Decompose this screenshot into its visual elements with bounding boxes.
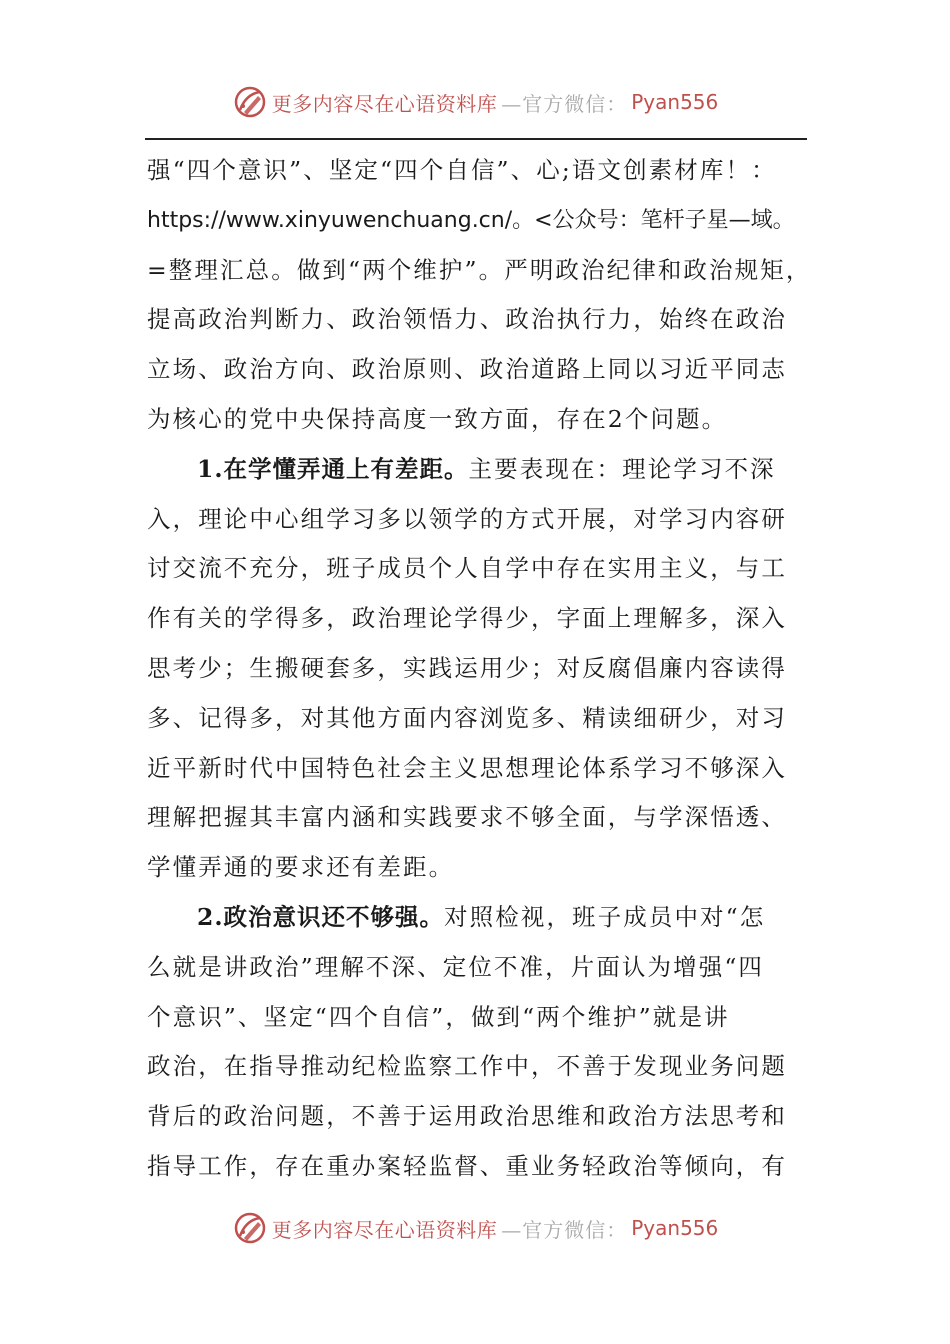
intro-line: 强“四个意识”、坚定“四个自信”、心;语文创素材库！： (147, 156, 777, 184)
point1-line: 理解把握其丰富内涵和实践要求不够全面，与学深悟透、 (147, 803, 787, 832)
point2-first-line (147, 893, 807, 943)
intro-line: 立场、政治方向、政治原则、政治道路上同以习近平同志 (147, 355, 787, 384)
point2-title: 2.政治意识还不够强。 (197, 902, 445, 931)
header-banner (0, 82, 950, 122)
pen-logo-icon (232, 84, 268, 120)
point1-line: 多、记得多，对其他方面内容浏览多、精读细研少，对习 (147, 703, 787, 732)
intro-line: 为核心的党中央保持高度一致方面，存在2个问题。 (147, 404, 728, 433)
intro-paragraph (147, 146, 812, 445)
header-divider (145, 138, 807, 140)
header-brand-text: 更多内容尽在心语资料库 (271, 91, 498, 116)
point1-first-line (147, 445, 807, 495)
point2-line: 个意识”、坚定“四个自信”，做到“两个维护”就是讲 (147, 1002, 730, 1031)
intro-line: =整理汇总。做到“两个维护”。严明政治纪律和政治规矩， (147, 255, 812, 284)
point1-title: 1.在学懂弄通上有差距。 (197, 454, 469, 483)
point1-line: 讨交流不充分，班子成员个人自学中存在实用主义，与工 (147, 554, 787, 583)
pen-logo-icon (232, 1210, 268, 1246)
point2-line: 对照检视，班子成员中对“怎 (444, 902, 766, 931)
point1-line: 学懂弄通的要求还有差距。 (147, 853, 455, 882)
point2-line: 政治，在指导推动纪检监察工作中，不善于发现业务问题 (147, 1052, 787, 1081)
point2-paragraph (147, 893, 807, 1192)
header-wechat-id: Pyan556 (631, 90, 719, 114)
footer-brand-text: 更多内容尽在心语资料库 (271, 1217, 498, 1242)
footer-wechat-id: Pyan556 (631, 1216, 719, 1240)
point2-line: 指导工作，存在重办案轻监督、重业务轻政治等倾向，有 (147, 1151, 787, 1180)
intro-line-url: https://www.xinyuwenchuang.cn/。<公众号：笔杆子星—域。 (147, 207, 795, 233)
intro-line: 提高政治判断力、政治领悟力、政治执行力，始终在政治 (147, 305, 787, 334)
point2-line: 背后的政治问题，不善于运用政治思维和政治方法思考和 (147, 1102, 787, 1131)
document-body (147, 146, 812, 1192)
footer-wechat-label: —官方微信： (501, 1217, 628, 1242)
point1-paragraph (147, 445, 807, 893)
point1-line: 近平新时代中国特色社会主义思想理论体系学习不够深入 (147, 753, 787, 782)
point1-line: 思考少；生搬硬套多，实践运用少；对反腐倡廉内容读得 (147, 653, 787, 682)
footer-banner (0, 1208, 950, 1248)
point1-line: 作有关的学得多，政治理论学得少，字面上理解多，深入 (147, 604, 787, 633)
point2-line: 么就是讲政治”理解不深、定位不准，片面认为增强“四 (147, 952, 765, 981)
point1-line: 主要表现在：理论学习不深 (468, 454, 776, 483)
point1-line: 入，理论中心组学习多以领学的方式开展，对学习内容研 (147, 504, 787, 533)
header-wechat-label: —官方微信： (501, 91, 628, 116)
